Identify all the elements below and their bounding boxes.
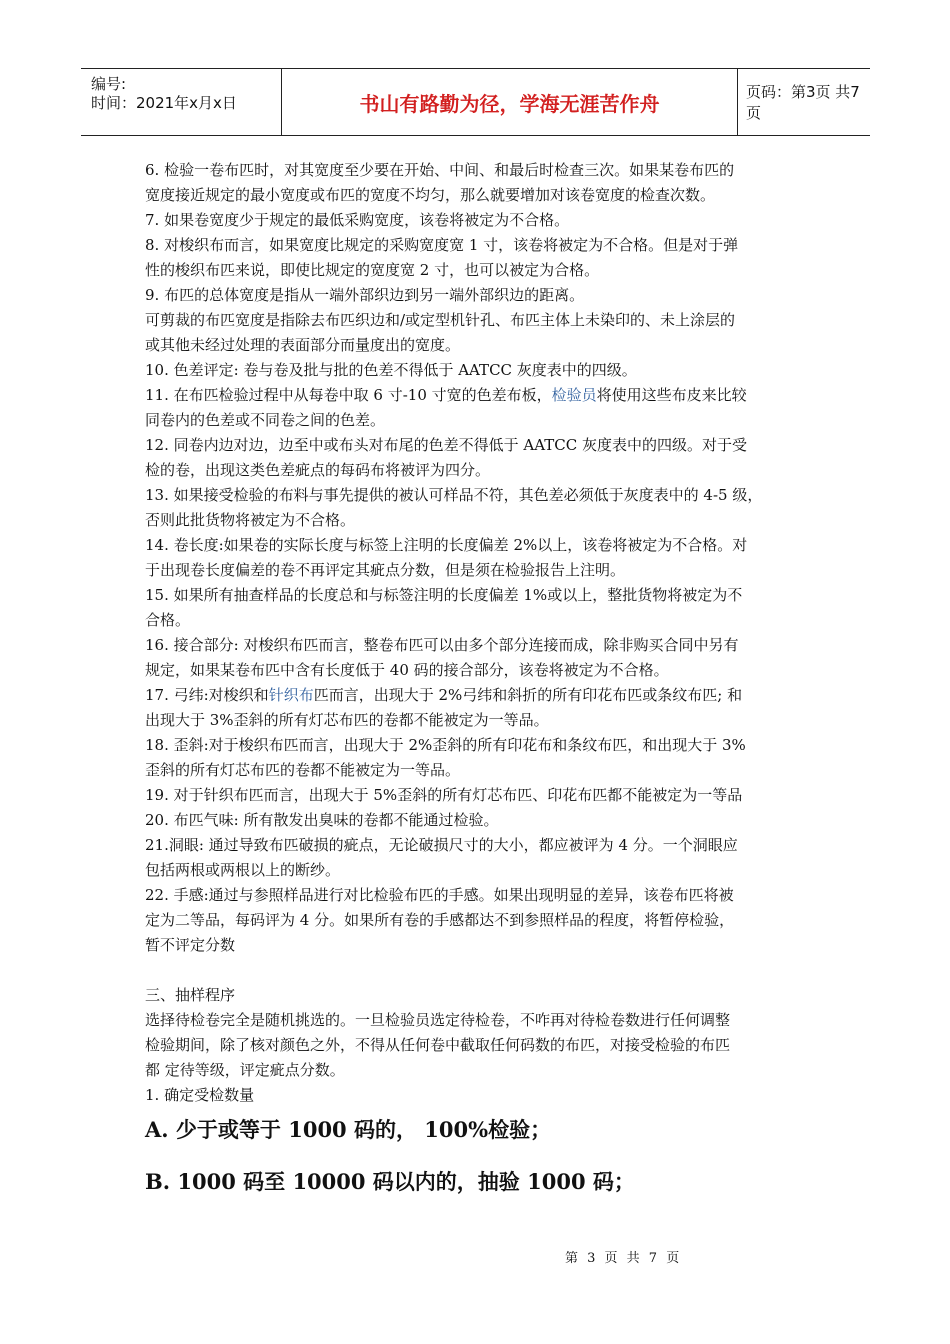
text-line: 规定，如果某卷布匹中含有长度低于 40 码的接合部分，该卷将被定为不合格。 bbox=[145, 661, 669, 679]
text-line: 定为二等品，每码评为 4 分。如果所有卷的手感都达不到参照样品的程度，将暂停检验， bbox=[145, 911, 735, 929]
text-line: 宽度接近规定的最小宽度或布匹的宽度不均匀，那么就要增加对该卷宽度的检查次数。 bbox=[145, 186, 716, 204]
number-label: 编号: bbox=[91, 75, 127, 93]
text-line: 6. 检验一卷布匹时，对其宽度至少要在开始、中间、和最后时检查三次。如果某卷布匹的 bbox=[145, 161, 735, 179]
header-slogan: 书山有路勤为径，学海无涯苦作舟 bbox=[281, 69, 738, 135]
text-line: 10. 色差评定: 卷与卷及批与批的色差不得低于 AATCC 灰度表中的四级。 bbox=[145, 361, 637, 379]
text-line: 1. 确定受检数量 bbox=[145, 1086, 255, 1104]
text-line: 14. 卷长度:如果卷的实际长度与标签上注明的长度偏差 2%以上，该卷将被定为不合格。对 bbox=[145, 536, 748, 554]
text-line: 9. 布匹的总体宽度是指从一端外部织边到另一端外部织边的距离。 bbox=[145, 286, 585, 304]
text-line bbox=[145, 683, 815, 708]
date-label: 时间：2021年x月x日 bbox=[91, 94, 237, 112]
sampling-rule-b: B. 1000 码至 10000 码以内的，抽验 1000 码； bbox=[145, 1169, 635, 1194]
document-body bbox=[145, 158, 815, 1108]
text-line bbox=[145, 383, 815, 408]
line-text: 11. 在布匹检验过程中从每卷中取 6 寸-10 寸宽的色差布板， bbox=[145, 386, 552, 404]
text-line: 于出现卷长度偏差的卷不再评定其疵点分数，但是须在检验报告上注明。 bbox=[145, 561, 626, 579]
text-line: 16. 接合部分: 对梭织布匹而言，整卷布匹可以由多个部分连接而成，除非购买合同中另有 bbox=[145, 636, 739, 654]
line-text: 匹而言，出现大于 2%弓纬和斜折的所有印花布匹或条纹布匹; 和 bbox=[313, 686, 743, 704]
header-page-info: 页码：第3页 共7页 bbox=[746, 83, 860, 122]
text-line: 检验期间，除了核对颜色之外，不得从任何卷中截取任何码数的布匹，对接受检验的布匹 bbox=[145, 1036, 731, 1054]
text-line: 8. 对梭织布而言，如果宽度比规定的采购宽度宽 1 寸，该卷将被定为不合格。但是对于弹 bbox=[145, 236, 739, 254]
blank-line bbox=[145, 958, 815, 983]
text-line: 18. 歪斜:对于梭织布匹而言，出现大于 2%歪斜的所有印花布和条纹布匹，和出现大于 3% bbox=[145, 736, 746, 754]
text-line: 15. 如果所有抽查样品的长度总和与标签注明的长度偏差 1%或以上，整批货物将被定为不 bbox=[145, 586, 743, 604]
text-line: 合格。 bbox=[145, 611, 191, 629]
inline-link[interactable]: 检验员 bbox=[551, 386, 597, 404]
text-line: 20. 布匹气味: 所有散发出臭味的卷都不能通过检验。 bbox=[145, 811, 499, 829]
text-line: 或其他未经过处理的表面部分而量度出的宽度。 bbox=[145, 336, 461, 354]
line-text: 17. 弓纬:对梭织和 bbox=[145, 686, 269, 704]
text-line: 选择待检卷完全是随机挑选的。一旦检验员选定待检卷，不咋再对待检卷数进行任何调整 bbox=[145, 1011, 731, 1029]
text-line: 7. 如果卷宽度少于规定的最低采购宽度，该卷将被定为不合格。 bbox=[145, 211, 570, 229]
text-line: 歪斜的所有灯芯布匹的卷都不能被定为一等品。 bbox=[145, 761, 461, 779]
text-line: 性的梭织布匹来说，即使比规定的宽度宽 2 寸，也可以被定为合格。 bbox=[145, 261, 600, 279]
text-line: 否则此批货物将被定为不合格。 bbox=[145, 511, 356, 529]
page-header bbox=[81, 68, 870, 136]
line-text: 将使用这些布皮来比较 bbox=[596, 386, 747, 404]
text-line: 出现大于 3%歪斜的所有灯芯布匹的卷都不能被定为一等品。 bbox=[145, 711, 549, 729]
text-line: 22. 手感:通过与参照样品进行对比检验布匹的手感。如果出现明显的差异，该卷布匹将被 bbox=[145, 886, 734, 904]
text-line: 都 定待等级，评定疵点分数。 bbox=[145, 1061, 345, 1079]
inline-link[interactable]: 针织布 bbox=[268, 686, 314, 704]
text-line: 13. 如果接受检验的布料与事先提供的被认可样品不符，其色差必须低于灰度表中的 4-5 级， bbox=[145, 486, 763, 504]
text-line: 暂不评定分数 bbox=[145, 936, 236, 954]
header-meta bbox=[81, 69, 281, 135]
text-line: 包括两根或两根以上的断纱。 bbox=[145, 861, 341, 879]
sampling-rule-a: A. 少于或等于 1000 码的， 100%检验； bbox=[145, 1117, 552, 1142]
text-line: 可剪裁的布匹宽度是指除去布匹织边和/或定型机针孔、布匹主体上未染印的、未上涂层的 bbox=[145, 311, 736, 329]
text-line: 19. 对于针织布匹而言，出现大于 5%歪斜的所有灯芯布匹、印花布匹都不能被定为一等品 bbox=[145, 786, 743, 804]
text-line: 21.洞眼: 通过导致布匹破损的疵点，无论破损尺寸的大小，都应被评为 4 分。一个洞眼应 bbox=[145, 836, 738, 854]
text-line: 检的卷，出现这类色差疵点的每码布将被评为四分。 bbox=[145, 461, 491, 479]
text-line: 同卷内的色差或不同卷之间的色差。 bbox=[145, 411, 386, 429]
text-line: 12. 同卷内边对边，边至中或布头对布尾的色差不得低于 AATCC 灰度表中的四级。对于受 bbox=[145, 436, 747, 454]
page-footer: 第 3 页 共 7 页 bbox=[565, 1251, 680, 1266]
text-line: 三、抽样程序 bbox=[145, 986, 236, 1004]
